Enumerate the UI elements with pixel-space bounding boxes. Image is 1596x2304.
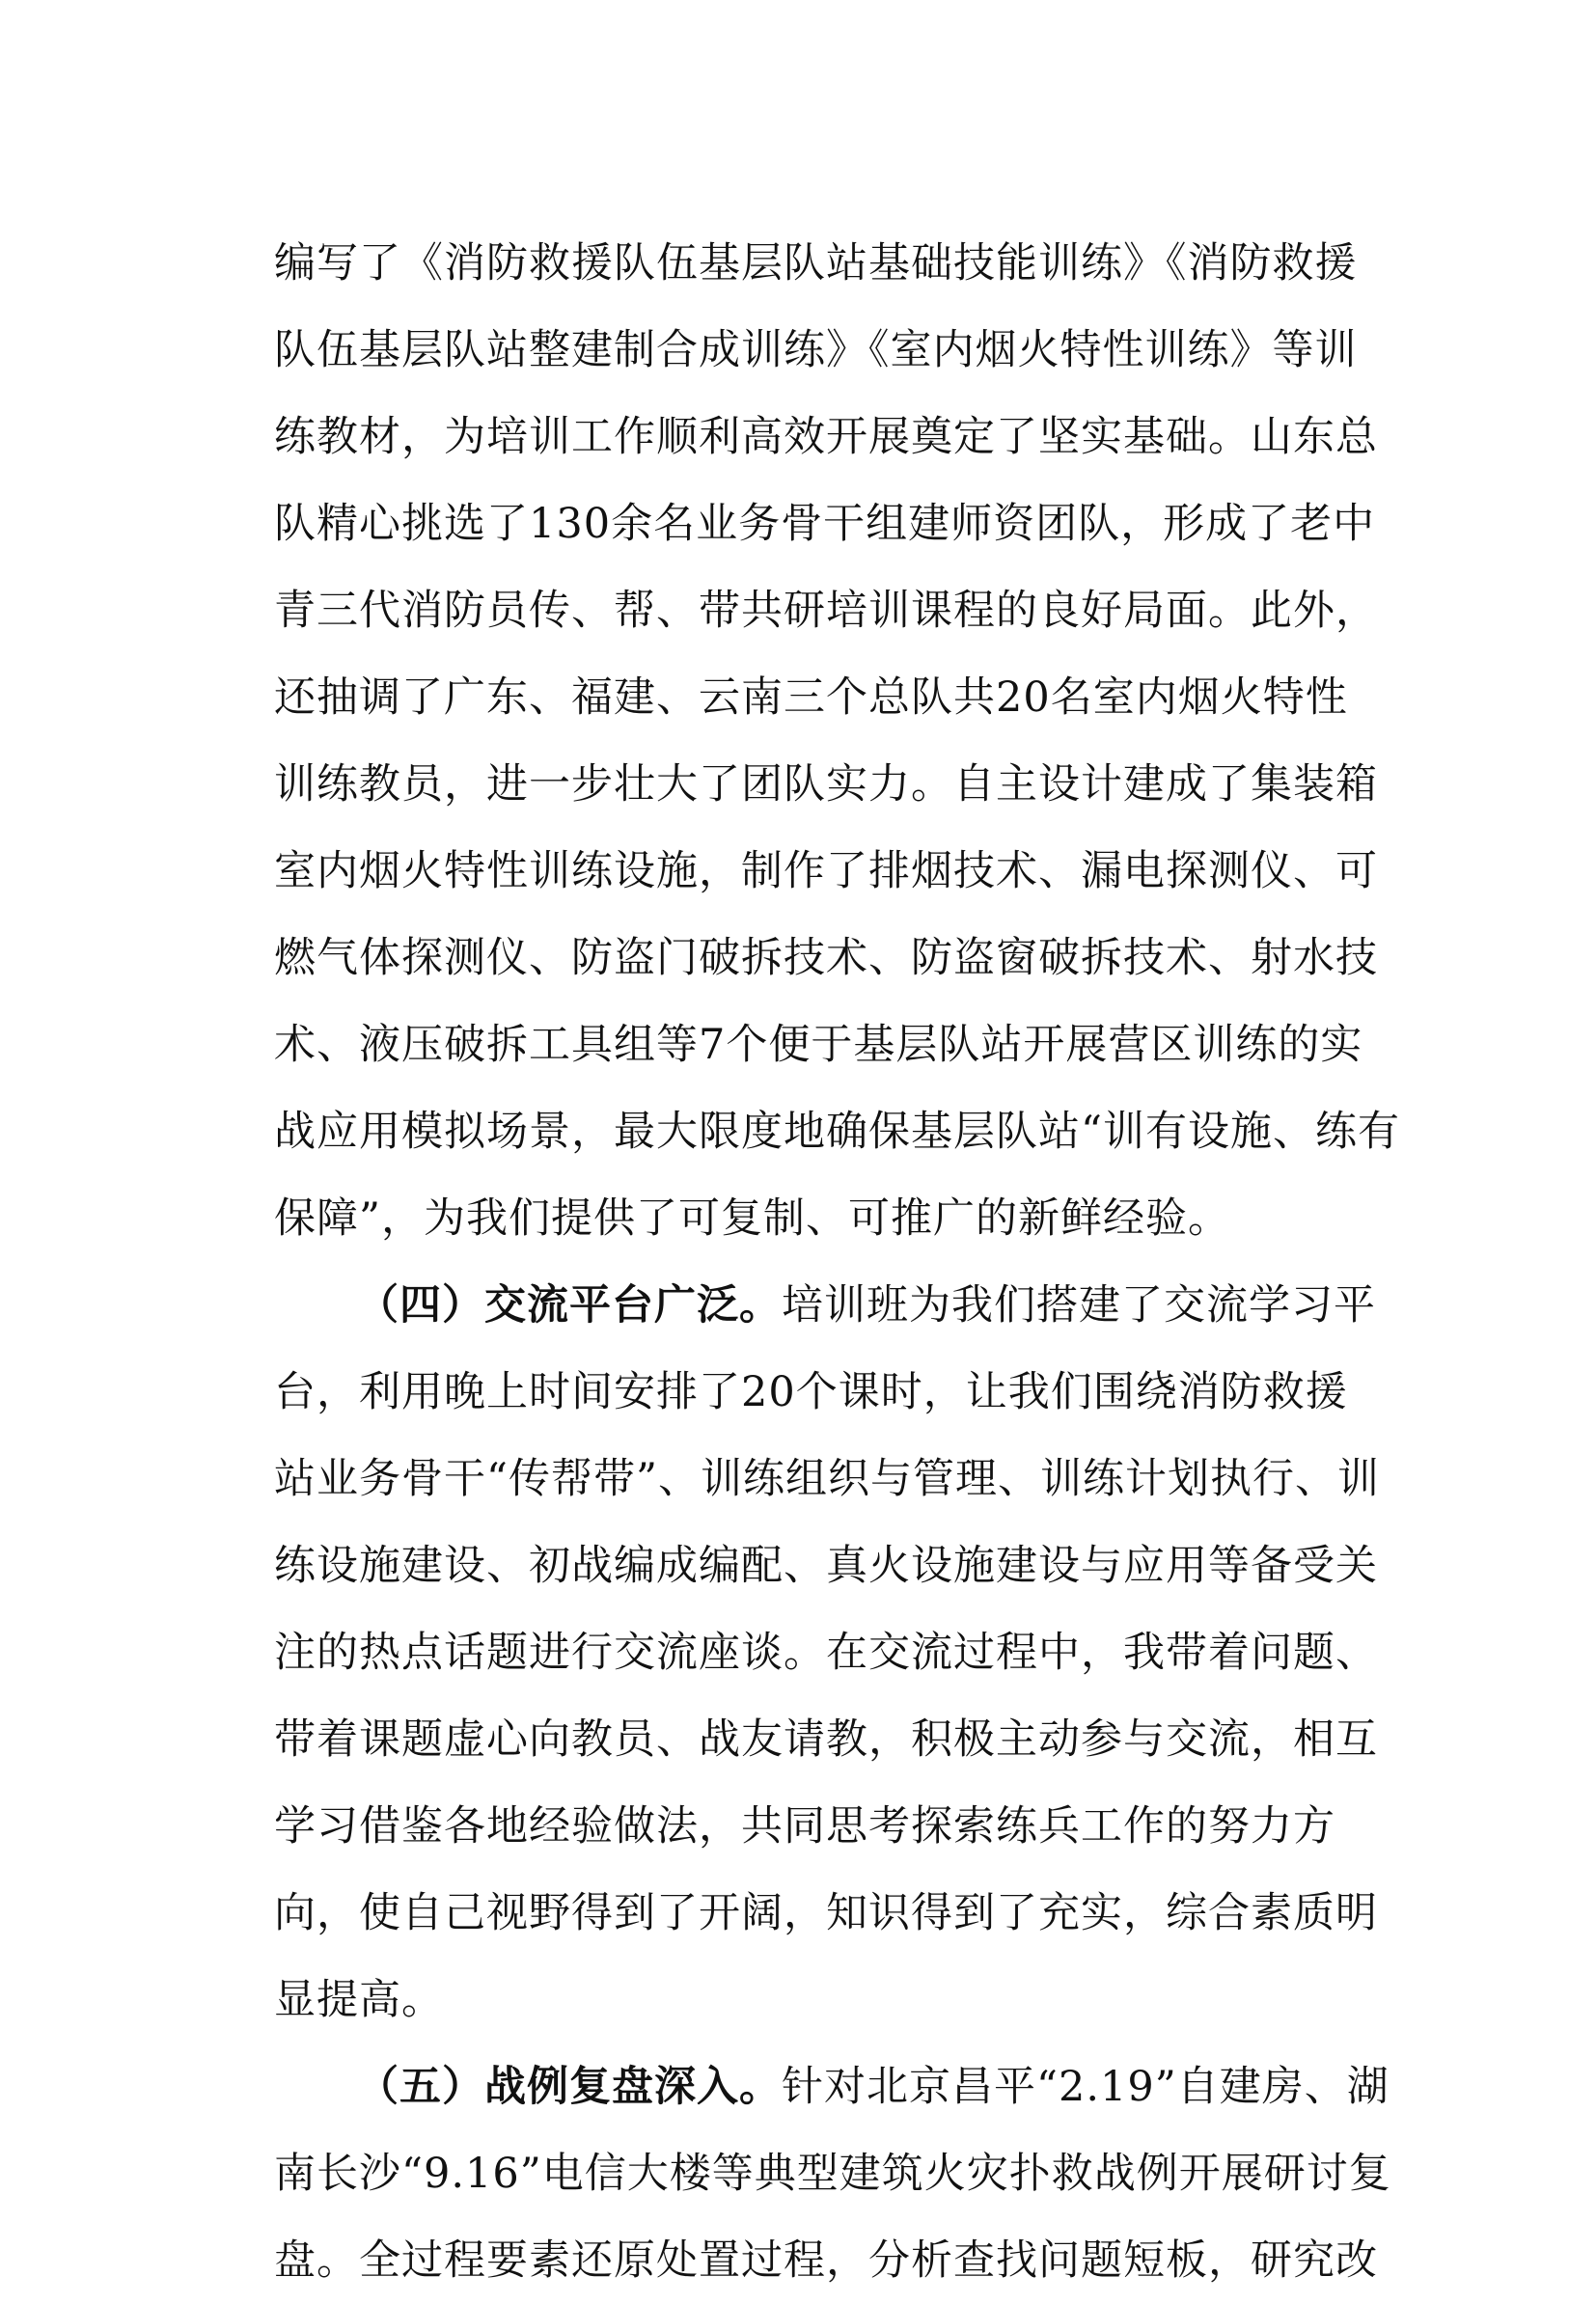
paragraph-teaching-materials [274,220,1400,1262]
paragraph-section-4 [274,1262,1380,2043]
text-line: 队精心挑选了130余名业务骨干组建师资团队，形成了老中 [274,500,1376,548]
text-line-first [274,2043,1390,2130]
text-line: 站业务骨干“传帮带”、训练组织与管理、训练计划执行、训 [274,1455,1380,1503]
section-heading: （四）交流平台广泛。 [357,1281,782,1330]
text-line-first [274,1262,1376,1349]
text-line: 队伍基层队站整建制合成训练》《室内烟火特性训练》等训 [274,326,1358,374]
text-line: 台，利用晚上时间安排了20个课时，让我们围绕消防救援 [274,1368,1348,1416]
text-run: 针对北京昌平“2.19”自建房、湖 [782,2063,1390,2111]
text-line: 南长沙“9.16”电信大楼等典型建筑火灾扑救战例开展研讨复 [274,2150,1391,2198]
text-line: 向，使自己视野得到了开阔，知识得到了充实，综合素质明 [274,1889,1378,1937]
text-line: 训练教员，进一步壮大了团队实力。自主设计建成了集装箱 [274,760,1378,809]
text-line: 战应用模拟场景，最大限度地确保基层队站“训有设施、练有 [274,1108,1400,1156]
text-line: 保障”，为我们提供了可复制、可推广的新鲜经验。 [274,1194,1230,1243]
text-run: 培训班为我们搭建了交流学习平 [782,1281,1376,1330]
text-line: 显提高。 [274,1976,444,2024]
text-line: 盘。全过程要素还原处置过程，分析查找问题短板，研究改 [274,2236,1378,2285]
section-heading: （五）战例复盘深入。 [357,2063,782,2111]
text-line: 编写了《消防救援队伍基层队站基础技能训练》《消防救援 [274,239,1358,288]
paragraph-section-5 [274,2043,1391,2304]
text-line: 带着课题虚心向教员、战友请教，积极主动参与交流，相互 [274,1715,1378,1764]
text-line: 练设施建设、初战编成编配、真火设施建设与应用等备受关 [274,1542,1378,1590]
document-body [274,220,1400,2304]
text-line: 还抽调了广东、福建、云南三个总队共20名室内烟火特性 [274,673,1348,722]
text-line: 燃气体探测仪、防盗门破拆技术、防盗窗破拆技术、射水技 [274,934,1378,982]
text-line: 学习借鉴各地经验做法，共同思考探索练兵工作的努力方 [274,1802,1335,1851]
text-line: 术、液压破拆工具组等7个便于基层队站开展营区训练的实 [274,1021,1363,1069]
text-line: 注的热点话题进行交流座谈。在交流过程中，我带着问题、 [274,1629,1378,1677]
text-line: 练教材，为培训工作顺利高效开展奠定了坚实基础。山东总 [274,413,1378,461]
text-line: 室内烟火特性训练设施，制作了排烟技术、漏电探测仪、可 [274,847,1378,895]
text-line: 青三代消防员传、帮、带共研培训课程的良好局面。此外， [274,587,1378,635]
